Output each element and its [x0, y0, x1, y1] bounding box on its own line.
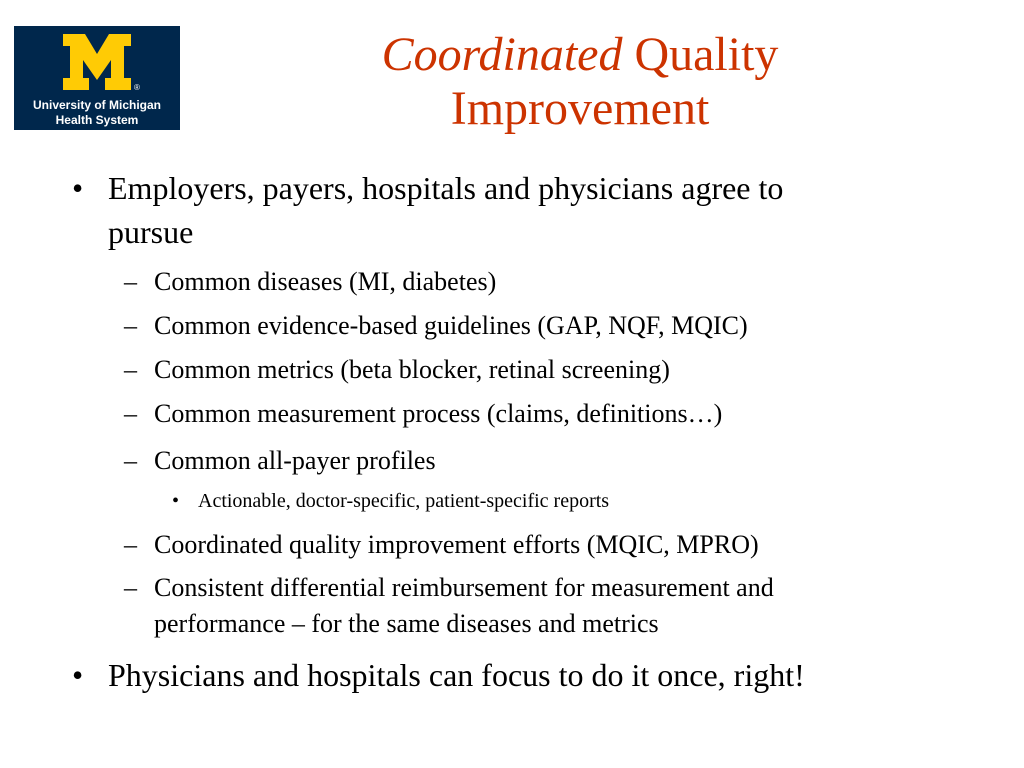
logo-line-2: Health System	[55, 113, 139, 127]
title-rest: Quality	[622, 28, 779, 81]
logo-line-1: University of Michigan	[32, 98, 162, 112]
bullet-marker: •	[72, 170, 84, 206]
sub-bullet-5: Common all-payer profiles	[154, 446, 436, 475]
sub-bullet-7-line-2: performance – for the same diseases and metrics	[154, 609, 659, 638]
sub-bullet-6: Coordinated quality improvement efforts (MQIC, MPRO)	[154, 530, 759, 559]
slide-title	[250, 28, 910, 136]
sub-sub-bullet-1: Actionable, doctor-specific, patient-specific reports	[198, 490, 610, 512]
sub-bullet-marker: –	[124, 573, 137, 602]
registered-mark: ®	[134, 83, 140, 92]
sub-bullet-marker: –	[124, 446, 137, 475]
bullet-1-line-2: pursue	[108, 214, 194, 250]
bullet-marker: •	[72, 657, 84, 693]
sub-sub-bullet-marker: •	[172, 490, 180, 512]
block-m-icon	[63, 34, 131, 90]
bullet-1-line-1: Employers, payers, hospitals and physicians agree to	[108, 170, 784, 206]
bullet-2: Physicians and hospitals can focus to do it once, right!	[108, 657, 805, 693]
sub-bullet-marker: –	[124, 311, 137, 340]
sub-bullet-1: Common diseases (MI, diabetes)	[154, 267, 497, 296]
sub-bullet-marker: –	[124, 267, 137, 296]
title-italic: Coordinated	[381, 28, 623, 81]
title-line-2: Improvement	[450, 82, 710, 135]
sub-bullet-marker: –	[124, 399, 137, 428]
sub-bullet-4: Common measurement process (claims, definitions…)	[154, 399, 723, 428]
sub-bullet-marker: –	[124, 355, 137, 384]
sub-bullet-3: Common metrics (beta blocker, retinal screening)	[154, 355, 670, 384]
sub-bullet-2: Common evidence-based guidelines (GAP, NQF, MQIC)	[154, 311, 748, 340]
sub-bullet-marker: –	[124, 530, 137, 559]
university-of-michigan-health-system-logo	[14, 26, 180, 130]
sub-bullet-7-line-1: Consistent differential reimbursement for measurement and	[154, 573, 774, 602]
